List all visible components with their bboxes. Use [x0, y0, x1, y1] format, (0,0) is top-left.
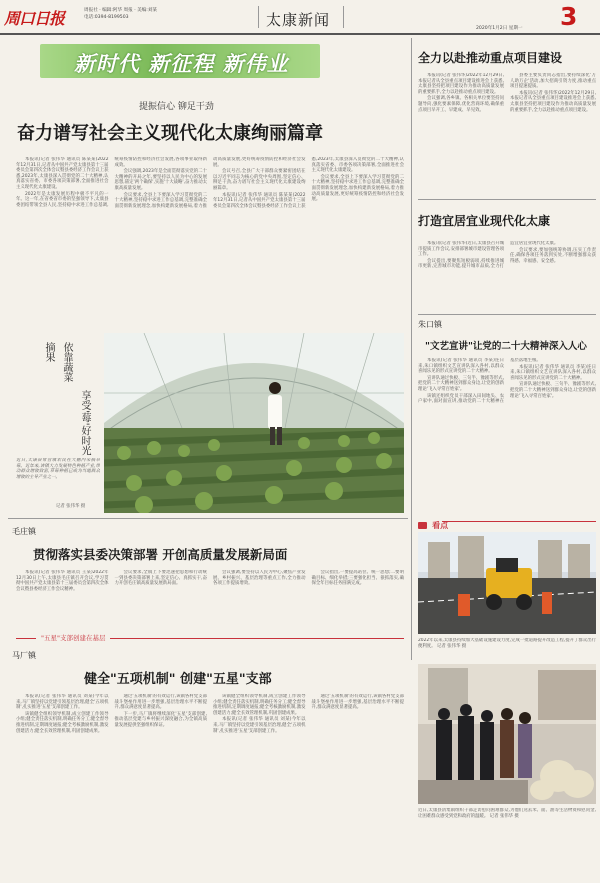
machang-paragraph: 该镇健全组织领导机制,成立创建工作领导小组;健全责任落实机制,明确任务分工;健全督导推进机制,定期调度通报;健全考核激励机制,激发创建活力;健全长效管理机制,巩固创建成果。 — [16, 711, 109, 734]
zhukou-headline: "文艺宣讲"让党的二十大精神深入人心 — [425, 341, 587, 352]
city-paragraph: 会议提出,要聚焦短板弱项,持续推进城市更新,完善城市功能,提升城市品质,全力打造宜居宜业现代化太康。 — [418, 241, 559, 270]
masthead-info-line2: 电话:0394-8199503 — [84, 15, 129, 20]
visit-needy-photo — [418, 664, 596, 804]
gallery-credit-1: 记者 张伟华 摄 — [436, 643, 467, 649]
city-article-body — [418, 241, 596, 309]
gallery-caption-2-text: 近日,太康县清集镇组织干部走访慰问困难群众,为他们送去米、面、油等生活物资和慰问金,让困难群众感受到党和政府的温暖。 — [418, 808, 596, 819]
lead-paragraph: 会议要求,全县上下要深入学习贯彻党的二十大精神,坚持稳中求进工作总基调,完整准确全面贯彻新发展理念,加快构建新发展格局,着力推动高质量发展,更好统筹疫情防控和经济社会发展。 — [311, 174, 404, 203]
town-label-maozhuang: 毛庄镇 — [12, 527, 36, 536]
photo-vertical-title — [38, 342, 54, 362]
machang-paragraph: 本报讯(记者 张伟华 通讯员 刘某)今年以来,马厂镇坚持以党建引领基层治理,健全'五项机制',扎实推进'五星'支部创建工作。 — [213, 717, 306, 734]
photo-vertical-title-2: 摘果 — [43, 342, 54, 362]
photo-vertical-title — [74, 390, 90, 456]
zhukou-paragraph: 宣讲队通过快板、三句半、豫剧等形式,把党的二十大精神送到群众身边,让党的创新理论'飞入寻常百姓家'。 — [418, 375, 504, 392]
photo-caption-text: 近日,太康县常营镇农民在大棚内采摘草莓。近年来,该镇大力发展特色种植产业,带动群众增收致富,草莓种植已成为当地群众增收的主导产业之一。 — [16, 458, 100, 480]
strawberry-greenhouse-photo — [104, 333, 404, 513]
issue-date: 2020年1月2日 星期一 — [476, 26, 523, 31]
project-headline: 全力以赴推动重点项目建设 — [418, 51, 563, 65]
project-article-body — [418, 73, 596, 193]
newspaper-logo: 周口日报 — [4, 9, 65, 28]
city-headline: 打造宜居宜业现代化太康 — [418, 214, 551, 228]
theme-ribbon — [16, 633, 404, 644]
visit-illustration — [418, 664, 596, 804]
greenhouse-illustration — [104, 333, 404, 513]
gallery-caption-1 — [418, 638, 596, 660]
town-label-machang: 马厂镇 — [12, 651, 36, 660]
masthead-info — [84, 7, 214, 21]
kicker: 提振信心 铆足干劲 — [139, 102, 214, 112]
zhukou-paragraph: 宣讲队通过快板、三句半、豫剧等形式,把党的二十大精神送到群众身边,让党的创新理论'飞入寻常百姓家'。 — [510, 382, 596, 399]
machang-article-body — [16, 694, 404, 878]
ribbon-label: "五星"支部创建在基层 — [36, 633, 110, 644]
project-paragraph: 会议强调,各乡镇、各相关单位要坚持问题导向,强化要素保障,优化营商环境,确保重点项目早开工、早建成、早见效。 — [418, 96, 504, 113]
gallery-label-text: 看点 — [432, 521, 449, 530]
maozhuang-headline: 贯彻落实县委决策部署 开创高质量发展新局面 — [33, 547, 288, 562]
gallery-credit-2: 记者 张伟华 摄 — [489, 813, 519, 819]
slogan-banner — [40, 44, 320, 78]
section-rule — [8, 518, 408, 519]
section-rule — [418, 199, 596, 200]
photo-credit: 记者 张伟华 摄 — [56, 504, 86, 509]
photo-caption — [16, 458, 100, 502]
machang-paragraph: 本报讯(记者 张伟华 通讯员 刘某)今年以来,马厂镇坚持以党建引领基层治理,健全'五项机制',扎实推进'五星'支部创建工作。 — [16, 694, 109, 711]
section-rule — [418, 314, 596, 315]
column-divider — [411, 38, 412, 660]
masthead-rule — [0, 33, 600, 35]
masthead-info-line1: 周报社 · 编辑:阿华 周报 · 美编:刘某 — [84, 8, 158, 13]
slogan-text: 新时代 新征程 新伟业 — [74, 51, 289, 76]
maozhuang-paragraph: 会议指出,一要提高站位、统一思想;二要明确目标、细化举措;三要强化担当、狠抓落实,确保全年目标任务圆满完成。 — [311, 570, 404, 587]
photo-vertical-title — [56, 342, 72, 382]
project-paragraph: 本报讯(记者 张伟华)2022年12月29日,本报记者从全县重点项目建设推进会上获悉,太康县坚持把项目建设作为推动高质量发展的重要抓手,全力以赴推动重点项目建设。 — [510, 90, 596, 113]
maozhuang-paragraph: 会议强调,要坚持以人民为中心,聚焦产业发展、乡村振兴、基层治理等重点工作,全力推动各项工作提质增效。 — [213, 570, 306, 587]
gallery-rule — [442, 521, 596, 522]
lead-headline: 奋力谱写社会主义现代化太康绚丽篇章 — [17, 123, 323, 144]
lead-paragraph: 会议号召,全县广大干部群众要紧密团结在以习近平同志为核心的党中央周围,坚定信心、铆足干劲,奋力谱写社会主义现代化太康建设绚丽篇章。 — [213, 169, 306, 191]
project-paragraph: 本报讯(记者 张伟华)2022年12月29日,本报记者从全县重点项目建设推进会上获悉,太康县坚持把项目建设作为推动高质量发展的重要抓手,全力以赴推动重点项目建设。 — [418, 73, 504, 95]
zhukou-paragraph: 本报讯(记者 张伟华 通讯员 李某)连日来,朱口镇组织文艺宣讲队深入各村,以群众喜闻乐见的形式宣讲党的二十大精神。 — [418, 358, 504, 375]
city-paragraph: 会议要求,要加强统筹协调,压实工作责任,确保各项任务落到实处,不断增强群众获得感、幸福感、安全感。 — [510, 247, 596, 264]
lead-paragraph: 会议强调,2023年是全面贯彻落实党的二十大精神的开局之年,要坚持以人民为中心的发展思想,锚定'两个确保',实施'十大战略',奋力推动太康高质量发展。 — [114, 169, 207, 191]
masthead — [0, 0, 600, 32]
city-paragraph: 本报讯(记者 张伟华)近日,太康县召开城市提质工作会议,安排部署城市建设管理各项工作。 — [418, 241, 504, 258]
maozhuang-paragraph: 本报讯(记者 张伟华 通讯员 王某)2022年12月30日上午,太康县毛庄镇召开会议,学习贯彻中国共产党太康县第十三届委员会第四次全体会议暨县委经济工作会议精神。 — [16, 570, 109, 592]
zhukou-paragraph: 本报讯(记者 张伟华 通讯员 李某)连日来,朱口镇组织文艺宣讲队深入各村,以群众喜闻乐见的形式宣讲党的二十大精神。 — [510, 364, 596, 381]
machang-paragraph: 通过'五项机制'的有效运行,该镇各村党支部战斗堡垒作用进一步增强,基层治理水平不断提升,群众满意度显著提高。 — [311, 694, 404, 711]
section-title: 太康新闻 — [266, 11, 331, 29]
lead-paragraph: 会议要求,全县上下要深入学习贯彻党的二十大精神,坚持稳中求进工作总基调,完整准确全面贯彻新发展理念,加快构建新发展格局,着力推动高质量发展,更好统筹疫情防控和经济社会发展。 — [114, 157, 306, 209]
camera-icon — [418, 522, 427, 529]
town-label-zhukou: 朱口镇 — [418, 320, 442, 329]
road-construction-photo — [418, 532, 596, 634]
photo-vertical-title-3: 享受'莓'好时光 — [79, 390, 90, 456]
maozhuang-article-body — [16, 570, 404, 626]
gallery-caption-2 — [418, 808, 596, 880]
zhukou-paragraph: 该镇还组织党员干部深入田间地头、农户家中,面对面宣讲,推动党的二十大精神在基层落地生根。 — [418, 358, 541, 405]
photo-story-sidebar — [16, 340, 100, 510]
project-paragraph: 县委主要负责同志指出,要持续深化'万人助万企'活动,加大招商引资力度,推动重点项目提速提质。 — [510, 73, 596, 90]
lead-paragraph: 本报讯(记者 张伟华 通讯员 陈某某)2022年12月31日,记者从中国共产党太康县第十三届委员会第四次全体会议暨县委经济工作会议上获悉,2023年,太康县深入贯彻党的二十大精神,认真落实省委、市委各项决策部署,全面推进社会主义现代化太康建设。 — [213, 157, 404, 209]
photo-vertical-title-1: 依靠蔬菜 — [61, 342, 72, 382]
machang-paragraph: 下一步,马厂镇将继续深化'五星'支部创建,推动基层党建与乡村振兴深度融合,为全镇高质量发展提供坚强组织保证。 — [114, 711, 207, 728]
machang-paragraph: 该镇健全组织领导机制,成立创建工作领导小组;健全责任落实机制,明确任务分工;健全督导推进机制,定期调度通报;健全考核激励机制,激发创建活力;健全长效管理机制,巩固创建成果。 — [213, 694, 306, 716]
machang-paragraph: 通过'五项机制'的有效运行,该镇各村党支部战斗堡垒作用进一步增强,基层治理水平不断提升,群众满意度显著提高。 — [114, 694, 207, 711]
gallery-caption-1-text: 2022年以来,太康县持续加大基础设施建设力度,完成一批道路提升改造工程,提升了群众出行便利度。 — [418, 638, 596, 649]
lead-paragraph: 本报讯(记者 张伟华 通讯员 陈某某)2022年12月31日,记者从中国共产党太康县第十三届委员会第四次全体会议暨县委经济工作会议上获悉,2023年,太康县深入贯彻党的二十大精神,认真落实省委、市委各项决策部署,全面推进社会主义现代化太康建设。 — [16, 157, 109, 190]
zhukou-article-body — [418, 358, 596, 508]
lead-article-body — [16, 157, 404, 331]
lead-paragraph: 2022年是太康发展历程中极不平凡的一年。这一年,在省委省市委的坚强领导下,太康县委团结带领全县人民,坚持稳中求进工作总基调,统筹疫情防控和经济社会发展,各项事业取得新成效。 — [16, 157, 207, 208]
maozhuang-paragraph: 会议要求,全镇上下要迅速把思想和行动统一到县委决策部署上来,坚定信心、真抓实干,奋力开创毛庄镇高质量发展新局面。 — [114, 570, 207, 587]
page-number: 3 — [560, 2, 578, 31]
machang-headline: 健全"五项机制" 创建"五星"支部 — [84, 672, 272, 687]
road-construction-illustration — [418, 532, 596, 634]
